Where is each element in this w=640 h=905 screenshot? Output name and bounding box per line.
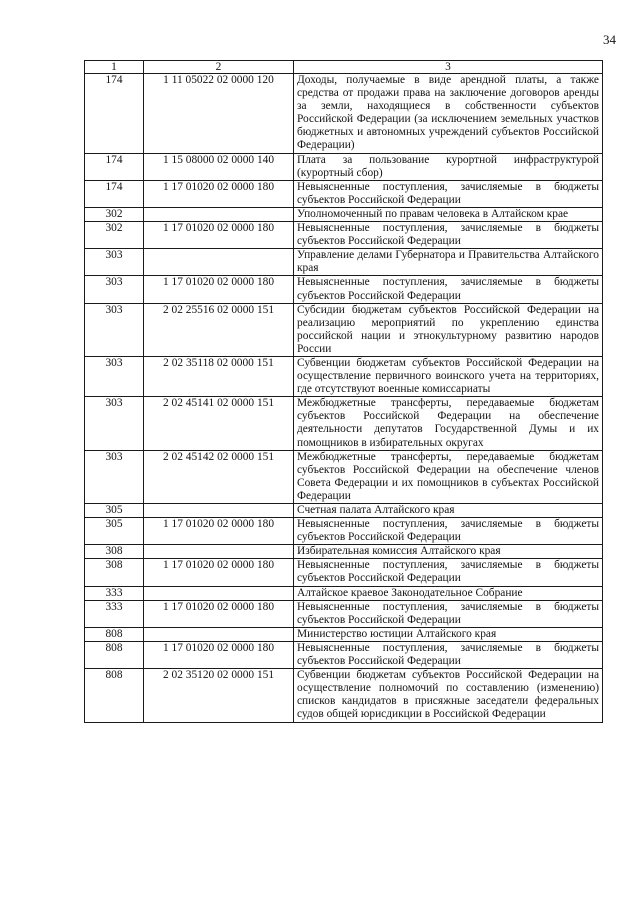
admin-code-cell: 174	[85, 180, 144, 207]
header-row	[85, 61, 603, 74]
table-row	[85, 74, 603, 154]
table-row	[85, 559, 603, 586]
budget-code-cell	[144, 207, 294, 221]
admin-code-cell: 808	[85, 669, 144, 722]
table-row	[85, 627, 603, 641]
description-cell: Невыясненные поступления, зачисляемые в бюджеты субъектов Российской Федерации	[294, 559, 603, 586]
description-cell: Невыясненные поступления, зачисляемые в бюджеты субъектов Российской Федерации	[294, 518, 603, 545]
admin-code-cell: 333	[85, 600, 144, 627]
admin-code-cell: 303	[85, 397, 144, 450]
table-row	[85, 518, 603, 545]
admin-code-cell: 305	[85, 504, 144, 518]
budget-code-cell: 1 17 01020 02 0000 180	[144, 641, 294, 668]
table-row	[85, 450, 603, 503]
table-row	[85, 222, 603, 249]
description-cell: Субвенции бюджетам субъектов Российской Федерации на осуществление первичного воинского учета на территориях, где отсутствуют военные комиссариаты	[294, 356, 603, 396]
table-row	[85, 504, 603, 518]
budget-code-cell: 1 17 01020 02 0000 180	[144, 600, 294, 627]
description-cell: Невыясненные поступления, зачисляемые в бюджеты субъектов Российской Федерации	[294, 276, 603, 303]
admin-code-cell: 303	[85, 276, 144, 303]
admin-code-cell: 302	[85, 207, 144, 221]
admin-code-cell: 303	[85, 303, 144, 356]
budget-code-cell: 2 02 45141 02 0000 151	[144, 397, 294, 450]
description-cell: Невыясненные поступления, зачисляемые в бюджеты субъектов Российской Федерации	[294, 641, 603, 668]
budget-code-cell: 1 17 01020 02 0000 180	[144, 222, 294, 249]
budget-code-cell: 1 17 01020 02 0000 180	[144, 276, 294, 303]
budget-code-cell: 2 02 45142 02 0000 151	[144, 450, 294, 503]
table-row	[85, 545, 603, 559]
admin-code-cell: 305	[85, 518, 144, 545]
column-header: 1	[85, 61, 144, 74]
description-cell: Невыясненные поступления, зачисляемые в бюджеты субъектов Российской Федерации	[294, 222, 603, 249]
budget-code-cell: 1 15 08000 02 0000 140	[144, 153, 294, 180]
admin-code-cell: 303	[85, 450, 144, 503]
table-row	[85, 303, 603, 356]
description-cell: Доходы, получаемые в виде арендной платы, а также средства от продажи права на заключение договоров аренды за земли, находящиеся в собственности субъектов Российской Федерации (за исключением земельных участков бюджетных и автономных учреждений субъектов Российской Федерации)	[294, 74, 603, 154]
budget-code-cell	[144, 545, 294, 559]
admin-code-cell: 308	[85, 545, 144, 559]
admin-code-cell: 333	[85, 586, 144, 600]
budget-code-cell: 2 02 35118 02 0000 151	[144, 356, 294, 396]
admin-code-cell: 174	[85, 153, 144, 180]
admin-code-cell: 308	[85, 559, 144, 586]
budget-code-cell: 2 02 35120 02 0000 151	[144, 669, 294, 722]
revenue-codes-table	[84, 60, 603, 723]
description-cell: Субвенции бюджетам субъектов Российской Федерации на осуществление полномочий по составлению (изменению) списков кандидатов в присяжные заседатели федеральных судов общей юрисдикции в Российской Федерации	[294, 669, 603, 722]
table-row	[85, 356, 603, 396]
budget-code-cell: 1 17 01020 02 0000 180	[144, 180, 294, 207]
description-cell: Управление делами Губернатора и Правительства Алтайского края	[294, 249, 603, 276]
table-row	[85, 249, 603, 276]
description-cell: Плата за пользование курортной инфраструктурой (курортный сбор)	[294, 153, 603, 180]
budget-code-cell: 1 17 01020 02 0000 180	[144, 559, 294, 586]
admin-code-cell: 808	[85, 641, 144, 668]
budget-code-cell	[144, 586, 294, 600]
admin-code-cell: 303	[85, 249, 144, 276]
budget-code-cell	[144, 627, 294, 641]
description-cell: Уполномоченный по правам человека в Алтайском крае	[294, 207, 603, 221]
column-header: 3	[294, 61, 603, 74]
description-cell: Субсидии бюджетам субъектов Российской Федерации на реализацию мероприятий по укреплению единства российской нации и этнокультурному развитию народов России	[294, 303, 603, 356]
description-cell: Невыясненные поступления, зачисляемые в бюджеты субъектов Российской Федерации	[294, 180, 603, 207]
table-row	[85, 397, 603, 450]
description-cell: Невыясненные поступления, зачисляемые в бюджеты субъектов Российской Федерации	[294, 600, 603, 627]
admin-code-cell: 302	[85, 222, 144, 249]
admin-code-cell: 303	[85, 356, 144, 396]
admin-code-cell: 174	[85, 74, 144, 154]
table-body	[85, 74, 603, 723]
description-cell: Алтайское краевое Законодательное Собрание	[294, 586, 603, 600]
description-cell: Министерство юстиции Алтайского края	[294, 627, 603, 641]
description-cell: Избирательная комиссия Алтайского края	[294, 545, 603, 559]
description-cell: Межбюджетные трансферты, передаваемые бюджетам субъектов Российской Федерации на обеспечение деятельности депутатов Государственной Думы и их помощников в избирательных округах	[294, 397, 603, 450]
table-row	[85, 276, 603, 303]
table-row	[85, 207, 603, 221]
page-number: 34	[603, 32, 616, 47]
budget-code-cell: 2 02 25516 02 0000 151	[144, 303, 294, 356]
budget-code-cell	[144, 249, 294, 276]
table-row	[85, 153, 603, 180]
table-row	[85, 669, 603, 722]
budget-code-cell	[144, 504, 294, 518]
description-cell: Счетная палата Алтайского края	[294, 504, 603, 518]
budget-code-cell: 1 11 05022 02 0000 120	[144, 74, 294, 154]
admin-code-cell: 808	[85, 627, 144, 641]
table-row	[85, 641, 603, 668]
budget-code-cell: 1 17 01020 02 0000 180	[144, 518, 294, 545]
table-row	[85, 180, 603, 207]
table-row	[85, 600, 603, 627]
column-header: 2	[144, 61, 294, 74]
description-cell: Межбюджетные трансферты, передаваемые бюджетам субъектов Российской Федерации на обеспечение членов Совета Федерации и их помощников в субъектах Российской Федерации	[294, 450, 603, 503]
table-row	[85, 586, 603, 600]
